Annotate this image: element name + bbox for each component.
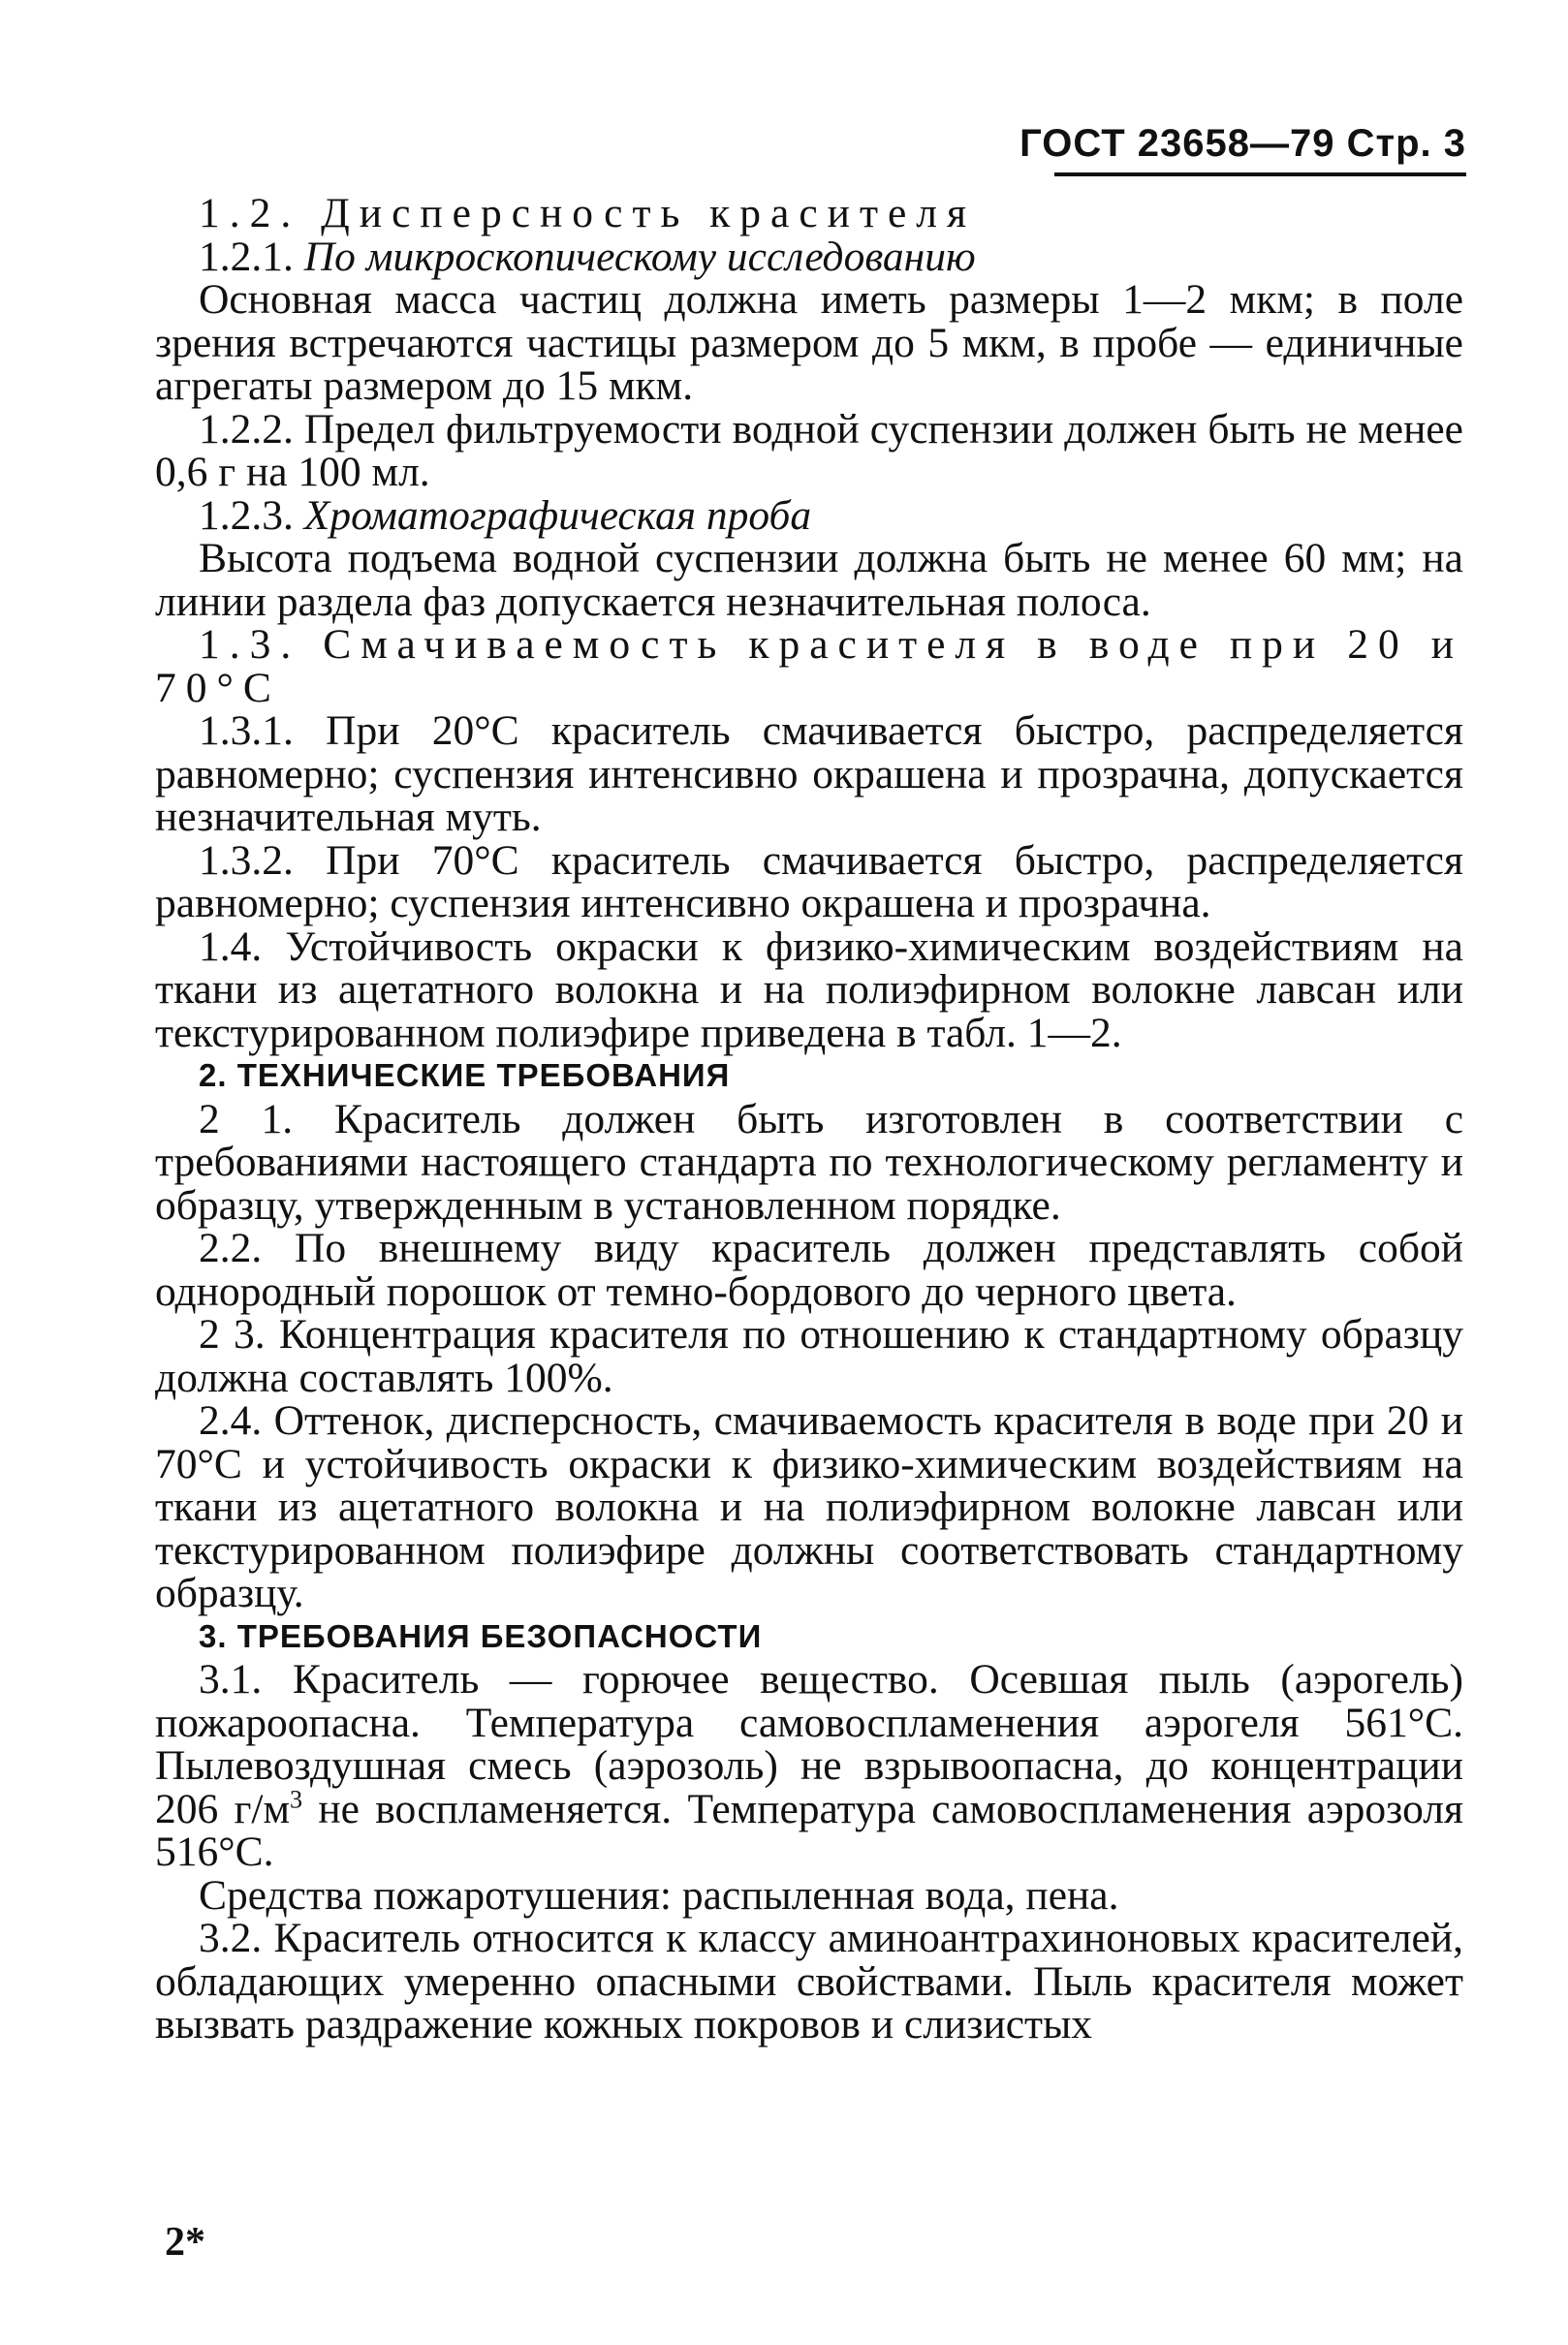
clause-1-2-3-title: 1.2.3. Хроматографическая проба xyxy=(199,491,812,539)
clause-1-2: 1.2. Дисперсность красителя xyxy=(199,190,976,236)
clause-2-2: 2.2. По внешнему виду краситель должен представлять собой однородный порошок от темно-бордового до черного цвета. xyxy=(155,1225,1463,1315)
printer-signature-mark: 2* xyxy=(165,2220,205,2265)
clause-2-1: 2 1. Краситель должен быть изготовлен в соответствии с требованиями настоящего стандарта по технологическому регламенту и образцу, утвержденным в установленном порядке. xyxy=(155,1095,1463,1229)
clause-1-3-1: 1.3.1. При 20°С краситель смачивается быстро, распределяется равномерно; суспензия интенсивно окрашена и прозрачна, допускается незначительная муть. xyxy=(155,707,1463,840)
clause-3-1: 3.1. Краситель — горючее вещество. Осевшая пыль (аэрогель) пожароопасна. Температура самовоспламенения аэрогеля 561°С. Пылевоздушная смесь (аэрозоль) не взрывоопасна, до концентрации 206 $г/м^3$ не воспламеняется. Температура самовоспламенения аэрозоля 516°С. xyxy=(155,1656,1463,1875)
section-heading-safety-requirements: 3. ТРЕБОВАНИЯ БЕЗОПАСНОСТИ xyxy=(199,1617,763,1654)
clause-1-4: 1.4. Устойчивость окраски к физико-химическим воздействиям на ткани из ацетатного волокна и на полиэфирном волокне лавсан или текстурированном полиэфире приведена в табл. 1—2. xyxy=(155,922,1463,1056)
header-rule xyxy=(1054,172,1466,176)
section-heading-technical-requirements: 2. ТЕХНИЧЕСКИЕ ТРЕБОВАНИЯ xyxy=(199,1057,731,1093)
clause-1-2-1-title: 1.2.1. По микроскопическому исследованию xyxy=(199,233,976,280)
clause-1-3: 1.3. Смачиваемость красителя в воде при 20 и 70°С xyxy=(155,621,1463,711)
clause-3-2: 3.2. Краситель относится к классу аминоантрахиноновых красителей, обладающих умеренно опасными свойствами. Пыль красителя может вызвать раздражение кожных покровов и слизистых xyxy=(155,1915,1463,2048)
clause-1-3-2: 1.3.2. При 70°С краситель смачивается быстро, распределяется равномерно; суспензия интенсивно окрашена и прозрачна. xyxy=(155,836,1463,926)
clause-2-4: 2.4. Оттенок, дисперсность, смачиваемость красителя в воде при 20 и 70°С и устойчивость окраски к физико-химическим воздействиям на ткани из ацетатного волокна и на полиэфирном волокне лавсан или текстурированном полиэфире должны соответствовать стандартному образцу. xyxy=(155,1397,1463,1616)
document-body xyxy=(155,192,1463,2047)
running-header: ГОСТ 23658—79 Стр. 3 xyxy=(1019,122,1466,165)
clause-1-2-3-text: Высота подъема водной суспензии должна быть не менее 60 мм; на линии раздела фаз допускается незначительная полоса. xyxy=(155,535,1463,625)
clause-3-1-extinguishing-means: Средства пожаротушения: распыленная вода, пена. xyxy=(199,1871,1119,1919)
clause-1-2-1-text: Основная масса частиц должна иметь размеры 1—2 мкм; в поле зрения встречаются частицы размером до 5 мкм, в пробе — единичные агрегаты размером до 15 мкм. xyxy=(155,276,1463,409)
clause-2-3: 2 3. Концентрация красителя по отношению к стандартному образцу должна составлять 100%. xyxy=(155,1311,1463,1401)
clause-1-2-2: 1.2.2. Предел фильтруемости водной суспензии должен быть не менее 0,6 г на 100 мл. xyxy=(155,405,1463,495)
